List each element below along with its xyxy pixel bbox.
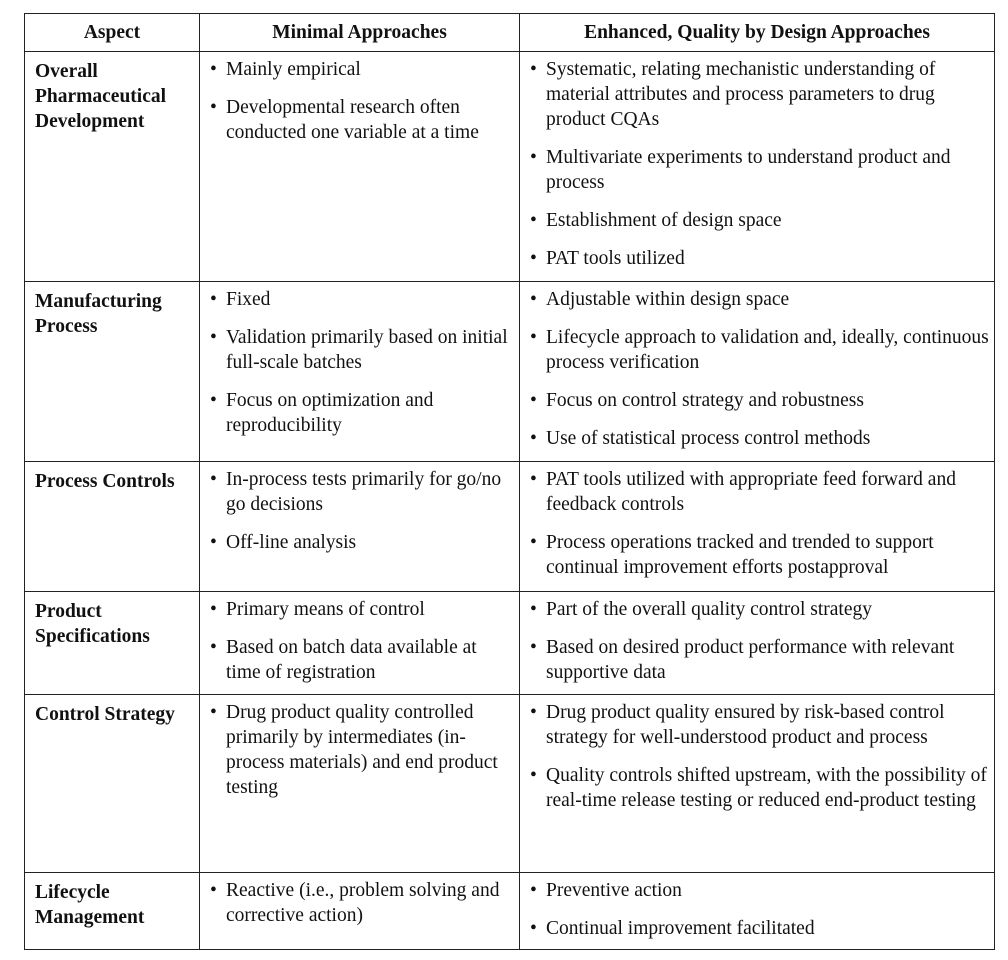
aspect-cell: Product Specifications bbox=[25, 592, 200, 695]
minimal-list bbox=[208, 57, 515, 145]
list-item bbox=[208, 388, 515, 438]
bullet-icon: • bbox=[530, 289, 537, 310]
list-item bbox=[528, 388, 990, 413]
list-item bbox=[528, 467, 990, 517]
bullet-icon: • bbox=[530, 147, 537, 168]
list-item-text: Lifecycle approach to validation and, ideally, continuous process verification bbox=[546, 327, 989, 373]
bullet-icon: • bbox=[210, 289, 217, 310]
aspect-cell: Overall Pharmaceutical Development bbox=[25, 52, 200, 282]
list-item-text: Off-line analysis bbox=[226, 532, 357, 553]
aspect-cell: Lifecycle Management bbox=[25, 873, 200, 950]
list-item-text: In-process tests primarily for go/no go decisions bbox=[226, 469, 502, 515]
list-item bbox=[528, 597, 990, 622]
bullet-icon: • bbox=[530, 599, 537, 620]
list-item-text: Focus on control strategy and robustness bbox=[546, 390, 864, 411]
bullet-icon: • bbox=[210, 327, 217, 348]
bullet-icon: • bbox=[530, 880, 537, 901]
table-body bbox=[25, 52, 995, 950]
list-item bbox=[208, 530, 515, 555]
bullet-icon: • bbox=[210, 469, 217, 490]
bullet-icon: • bbox=[530, 428, 537, 449]
enhanced-cell bbox=[520, 695, 995, 873]
list-item-text: Quality controls shifted upstream, with the possibility of real-time release testing or reduced end-product testing bbox=[546, 765, 987, 811]
minimal-list bbox=[208, 597, 515, 685]
list-item-text: Validation primarily based on initial full-scale batches bbox=[226, 327, 508, 373]
bullet-icon: • bbox=[210, 637, 217, 658]
aspect-cell: Process Controls bbox=[25, 462, 200, 592]
list-item bbox=[528, 878, 990, 903]
list-item-text: Based on batch data available at time of registration bbox=[226, 637, 477, 683]
enhanced-cell bbox=[520, 462, 995, 592]
list-item-text: Multivariate experiments to understand product and process bbox=[546, 147, 951, 193]
bullet-icon: • bbox=[530, 702, 537, 723]
header-enhanced-approaches: Enhanced, Quality by Design Approaches bbox=[520, 14, 995, 52]
bullet-icon: • bbox=[210, 390, 217, 411]
enhanced-list bbox=[528, 878, 990, 941]
enhanced-list bbox=[528, 700, 990, 813]
table-row bbox=[25, 873, 995, 950]
list-item-text: Drug product quality ensured by risk-based control strategy for well-understood product and process bbox=[546, 702, 945, 748]
enhanced-cell bbox=[520, 52, 995, 282]
list-item bbox=[528, 246, 990, 271]
list-item bbox=[528, 57, 990, 132]
table-row bbox=[25, 462, 995, 592]
bullet-icon: • bbox=[530, 210, 537, 231]
list-item-text: Reactive (i.e., problem solving and corrective action) bbox=[226, 880, 500, 926]
bullet-icon: • bbox=[530, 390, 537, 411]
enhanced-list bbox=[528, 287, 990, 451]
list-item-text: Primary means of control bbox=[226, 599, 425, 620]
minimal-cell bbox=[200, 52, 520, 282]
bullet-icon: • bbox=[530, 327, 537, 348]
aspect-cell: Control Strategy bbox=[25, 695, 200, 873]
list-item bbox=[208, 700, 515, 800]
bullet-icon: • bbox=[210, 59, 217, 80]
bullet-icon: • bbox=[530, 765, 537, 786]
header-minimal-approaches: Minimal Approaches bbox=[200, 14, 520, 52]
list-item-text: Systematic, relating mechanistic understanding of material attributes and process parameters to drug product CQAs bbox=[546, 59, 936, 130]
list-item bbox=[528, 700, 990, 750]
list-item bbox=[208, 597, 515, 622]
list-item bbox=[208, 325, 515, 375]
list-item bbox=[528, 635, 990, 685]
bullet-icon: • bbox=[530, 532, 537, 553]
list-item-text: Based on desired product performance with relevant supportive data bbox=[546, 637, 955, 683]
list-item-text: Continual improvement facilitated bbox=[546, 918, 815, 939]
bullet-icon: • bbox=[210, 880, 217, 901]
enhanced-list bbox=[528, 57, 990, 271]
list-item-text: Adjustable within design space bbox=[546, 289, 790, 310]
bullet-icon: • bbox=[210, 599, 217, 620]
list-item-text: Establishment of design space bbox=[546, 210, 782, 231]
minimal-cell bbox=[200, 592, 520, 695]
list-item bbox=[208, 95, 515, 145]
enhanced-list bbox=[528, 597, 990, 685]
minimal-list bbox=[208, 287, 515, 438]
list-item-text: Drug product quality controlled primarily by intermediates (in-process materials) and end product testing bbox=[226, 702, 498, 798]
enhanced-list bbox=[528, 467, 990, 580]
list-item-text: PAT tools utilized with appropriate feed forward and feedback controls bbox=[546, 469, 956, 515]
comparison-table bbox=[24, 13, 995, 950]
bullet-icon: • bbox=[530, 637, 537, 658]
list-item bbox=[208, 878, 515, 928]
minimal-cell bbox=[200, 462, 520, 592]
table-row bbox=[25, 592, 995, 695]
bullet-icon: • bbox=[530, 918, 537, 939]
header-row bbox=[25, 14, 995, 52]
list-item bbox=[528, 916, 990, 941]
aspect-cell: Manufacturing Process bbox=[25, 282, 200, 462]
list-item bbox=[528, 325, 990, 375]
bullet-icon: • bbox=[210, 702, 217, 723]
header-aspect: Aspect bbox=[25, 14, 200, 52]
list-item-text: Focus on optimization and reproducibility bbox=[226, 390, 434, 436]
list-item-text: PAT tools utilized bbox=[546, 248, 685, 269]
list-item bbox=[528, 208, 990, 233]
list-item-text: Mainly empirical bbox=[226, 59, 361, 80]
table-row bbox=[25, 52, 995, 282]
list-item bbox=[208, 467, 515, 517]
list-item bbox=[208, 57, 515, 82]
minimal-list bbox=[208, 878, 515, 928]
list-item bbox=[528, 145, 990, 195]
minimal-cell bbox=[200, 282, 520, 462]
list-item-text: Part of the overall quality control strategy bbox=[546, 599, 872, 620]
bullet-icon: • bbox=[530, 469, 537, 490]
list-item-text: Fixed bbox=[226, 289, 271, 310]
table-row bbox=[25, 695, 995, 873]
enhanced-cell bbox=[520, 592, 995, 695]
minimal-cell bbox=[200, 695, 520, 873]
minimal-list bbox=[208, 700, 515, 800]
list-item-text: Process operations tracked and trended to support continual improvement efforts postapproval bbox=[546, 532, 934, 578]
enhanced-cell bbox=[520, 873, 995, 950]
bullet-icon: • bbox=[530, 59, 537, 80]
bullet-icon: • bbox=[530, 248, 537, 269]
list-item bbox=[528, 530, 990, 580]
list-item bbox=[528, 426, 990, 451]
list-item bbox=[208, 287, 515, 312]
enhanced-cell bbox=[520, 282, 995, 462]
list-item bbox=[528, 763, 990, 813]
list-item-text: Use of statistical process control methods bbox=[546, 428, 871, 449]
bullet-icon: • bbox=[210, 532, 217, 553]
minimal-list bbox=[208, 467, 515, 555]
list-item bbox=[528, 287, 990, 312]
minimal-cell bbox=[200, 873, 520, 950]
list-item-text: Preventive action bbox=[546, 880, 682, 901]
bullet-icon: • bbox=[210, 97, 217, 118]
table-row bbox=[25, 282, 995, 462]
list-item-text: Developmental research often conducted one variable at a time bbox=[226, 97, 479, 143]
list-item bbox=[208, 635, 515, 685]
